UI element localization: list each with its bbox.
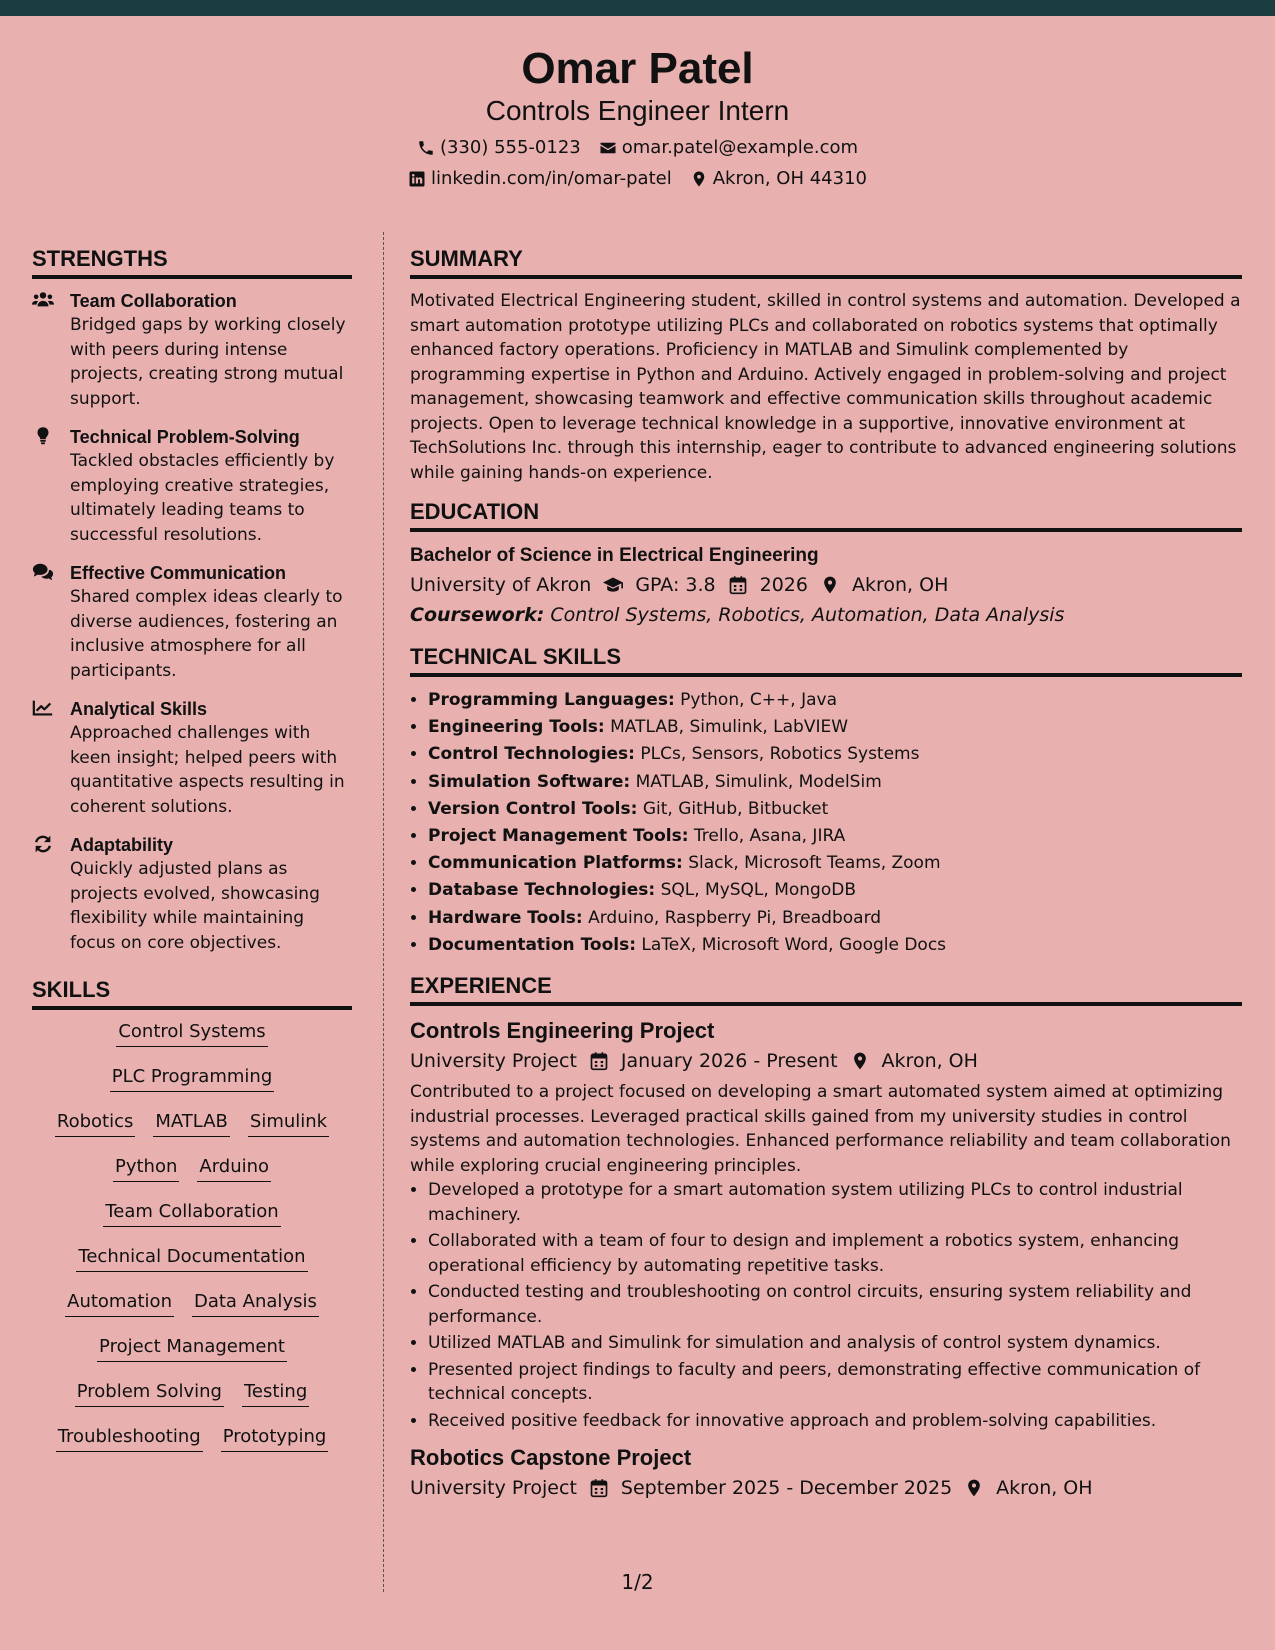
top-bar <box>0 0 1275 16</box>
strength-title: Team Collaboration <box>70 291 237 311</box>
strength-title: Effective Communication <box>70 563 287 583</box>
strength-title: Analytical Skills <box>70 699 208 719</box>
strength-desc: Tackled obstacles efficiently by employing creative strategies, ultimately leading teams to successful resolutions. <box>70 451 335 545</box>
experience-org: University Project <box>410 1050 577 1073</box>
chart-line-icon <box>32 698 56 718</box>
strength-item <box>32 697 352 819</box>
strength-desc: Bridged gaps by working closely with peers during intense projects, creating strong mutual support. <box>70 315 346 409</box>
skill-chip: Data Analysis <box>192 1290 319 1317</box>
coursework-label: Coursework: <box>410 604 545 626</box>
technical-skill-label: Hardware Tools: <box>428 907 583 928</box>
skill-chip: PLC Programming <box>110 1065 275 1092</box>
calendar-icon <box>589 1478 609 1498</box>
technical-skill-item <box>428 850 1242 877</box>
technical-skill-value: Python, C++, Java <box>680 690 837 710</box>
experience-item <box>410 1443 1242 1503</box>
skill-chip: Arduino <box>197 1155 271 1182</box>
users-icon <box>32 290 56 310</box>
skills-heading: SKILLS <box>32 977 352 1010</box>
experience-bullet: • Developed a prototype for a smart automation system utilizing PLCs to control industrial machinery. <box>428 1178 1242 1227</box>
technical-skill-label: Communication Platforms: <box>428 853 683 874</box>
strength-title: Technical Problem-Solving <box>70 427 300 447</box>
linkedin-icon <box>408 170 426 188</box>
calendar-icon <box>589 1051 609 1071</box>
email-item[interactable] <box>599 137 858 159</box>
experience-location: Akron, OH <box>881 1050 978 1073</box>
experience-org: University Project <box>410 1477 577 1500</box>
technical-skill-label: Programming Languages: <box>428 690 675 710</box>
map-marker-icon <box>820 575 840 595</box>
right-column <box>410 246 1242 1503</box>
skills-row <box>32 1020 352 1092</box>
comments-icon <box>32 562 56 582</box>
technical-skill-label: Version Control Tools: <box>428 798 638 819</box>
map-marker-icon <box>690 170 708 188</box>
skills-row <box>32 1110 352 1137</box>
skill-chip: Simulink <box>248 1110 329 1137</box>
technical-skill-item <box>428 877 1242 904</box>
skill-chip: Automation <box>65 1290 174 1317</box>
skills-row <box>32 1380 352 1407</box>
map-marker-icon <box>850 1051 870 1071</box>
skills-row <box>32 1200 352 1227</box>
education-heading: EDUCATION <box>410 499 1242 532</box>
education-school: University of Akron <box>410 574 592 596</box>
strength-desc: Approached challenges with keen insight; helped peers with quantitative aspects resulting in coherent solutions. <box>70 723 345 817</box>
technical-skills-list <box>410 687 1242 959</box>
technical-skill-value: MATLAB, Simulink, ModelSim <box>635 771 882 792</box>
strength-title: Adaptability <box>70 835 174 855</box>
experience-bullet: • Received positive feedback for innovative approach and problem-solving capabilities. <box>428 1409 1242 1434</box>
contact-row-2 <box>0 168 1275 190</box>
experience-bullet: • Utilized MATLAB and Simulink for simulation and analysis of control system dynamics. <box>428 1331 1242 1356</box>
summary-text: Motivated Electrical Engineering student, skilled in control systems and automation. Developed a smart automation prototype utilizing PLCs and collaborated on robotics systems that optimally enhanced factory operations. Proficiency in MATLAB and Simulink complemented by programming expertise in Python and Arduino. Actively engaged in problem-solving and project management, showcasing teamwork and effective communication skills throughout academic projects. Open to leverage technical knowledge in a supportive, innovative environment at TechSolutions Inc. through this internship, eager to contribute to advanced engineering solutions while gaining hands-on experience. <box>410 291 1241 483</box>
technical-skill-value: Git, GitHub, Bitbucket <box>642 798 829 819</box>
skills-row <box>32 1290 352 1317</box>
strength-desc: Shared complex ideas clearly to diverse audiences, fostering an inclusive atmosphere for all participants. <box>70 587 343 681</box>
phone-text: (330) 555-0123 <box>439 137 581 158</box>
email-text[interactable]: omar.patel@example.com <box>621 137 859 158</box>
skill-chip: Control Systems <box>116 1020 267 1047</box>
technical-skill-item <box>428 932 1242 959</box>
skill-chip: Prototyping <box>221 1425 329 1452</box>
technical-skill-label: Engineering Tools: <box>428 717 605 738</box>
skill-chip: Python <box>113 1155 179 1182</box>
education-year: 2026 <box>759 574 808 596</box>
technical-skill-label: Control Technologies: <box>428 744 635 765</box>
technical-skill-value: Arduino, Raspberry Pi, Breadboard <box>588 907 882 928</box>
column-divider <box>383 232 384 1592</box>
envelope-icon <box>599 139 617 157</box>
linkedin-text[interactable]: linkedin.com/in/omar-patel <box>430 168 672 189</box>
strength-item <box>32 289 352 411</box>
technical-skill-value: PLCs, Sensors, Robotics Systems <box>640 744 920 765</box>
technical-skill-label: Simulation Software: <box>428 771 631 792</box>
lightbulb-icon <box>32 426 56 446</box>
sync-icon <box>32 834 56 854</box>
technical-skill-value: Slack, Microsoft Teams, Zoom <box>688 853 941 874</box>
skill-chip: Project Management <box>97 1335 287 1362</box>
skills-chip-list <box>32 1020 352 1452</box>
resume-header <box>0 16 1275 204</box>
coursework-text: Control Systems, Robotics, Automation, Data Analysis <box>550 604 1065 626</box>
experience-heading: EXPERIENCE <box>410 973 1242 1006</box>
location-item <box>690 168 867 190</box>
technical-skill-label: Database Technologies: <box>428 880 656 901</box>
experience-desc: Contributed to a project focused on developing a smart automated system aimed at optimizing industrial processes. Leveraged practical skills gained from my university studies in control systems and automation technologies. Enhanced performance reliability and team collaboration while exploring crucial engineering principles. <box>410 1082 1231 1176</box>
technical-skill-item <box>428 687 1242 714</box>
technical-skill-value: LaTeX, Microsoft Word, Google Docs <box>641 934 947 955</box>
technical-skill-label: Project Management Tools: <box>428 826 689 847</box>
education-gpa: GPA: 3.8 <box>635 574 716 596</box>
experience-bullet: • Collaborated with a team of four to design and implement a robotics system, enhancing operational efficiency by automating repetitive tasks. <box>428 1229 1242 1278</box>
strength-item <box>32 561 352 683</box>
candidate-name: Omar Patel <box>521 44 754 93</box>
skill-chip: Problem Solving <box>75 1380 224 1407</box>
technical-skill-label: Documentation Tools: <box>428 934 637 955</box>
technical-skill-item <box>428 769 1242 796</box>
skill-chip: Testing <box>242 1380 309 1407</box>
experience-location: Akron, OH <box>996 1477 1093 1500</box>
education-meta <box>410 570 1242 600</box>
map-marker-icon <box>964 1478 984 1498</box>
experience-dates: September 2025 - December 2025 <box>620 1477 953 1500</box>
linkedin-item[interactable] <box>408 168 672 190</box>
technical-skill-item <box>428 714 1242 741</box>
skills-row <box>32 1425 352 1452</box>
experience-bullets <box>410 1178 1242 1433</box>
experience-bullet: • Conducted testing and troubleshooting on control circuits, ensuring system reliability and performance. <box>428 1280 1242 1329</box>
technical-skill-item <box>428 905 1242 932</box>
graduation-cap-icon <box>603 575 623 595</box>
page-number: 1/2 <box>621 1570 654 1594</box>
skill-chip: Troubleshooting <box>56 1425 203 1452</box>
strength-item <box>32 425 352 547</box>
strength-item <box>32 833 352 955</box>
education-coursework <box>410 600 1242 630</box>
experience-list <box>410 1016 1242 1503</box>
experience-meta <box>410 1473 1242 1503</box>
technical-skill-value: SQL, MySQL, MongoDB <box>660 880 856 901</box>
summary-heading: SUMMARY <box>410 246 1242 279</box>
phone-item <box>417 137 581 159</box>
skill-chip: Robotics <box>55 1110 135 1137</box>
phone-icon <box>417 139 435 157</box>
skill-chip: Team Collaboration <box>103 1200 280 1227</box>
technical-skill-value: Trello, Asana, JIRA <box>693 826 846 847</box>
technical-skills-heading: TECHNICAL SKILLS <box>410 644 1242 677</box>
skills-row <box>32 1335 352 1362</box>
technical-skill-item <box>428 741 1242 768</box>
skills-row <box>32 1155 352 1182</box>
strengths-heading: STRENGTHS <box>32 246 352 279</box>
skill-chip: Technical Documentation <box>76 1245 307 1272</box>
experience-dates: January 2026 - Present <box>620 1050 838 1073</box>
skill-chip: MATLAB <box>153 1110 230 1137</box>
calendar-icon <box>728 575 748 595</box>
technical-skill-value: MATLAB, Simulink, LabVIEW <box>610 717 849 738</box>
technical-skill-item <box>428 823 1242 850</box>
contact-row-1 <box>0 137 1275 159</box>
left-column <box>32 246 352 1452</box>
education-location: Akron, OH <box>851 574 949 596</box>
experience-meta <box>410 1046 1242 1076</box>
experience-bullet: • Presented project findings to faculty and peers, demonstrating effective communication of technical concepts. <box>428 1358 1242 1407</box>
strength-desc: Quickly adjusted plans as projects evolved, showcasing flexibility while maintaining focus on core objectives. <box>70 859 320 953</box>
experience-item <box>410 1016 1242 1433</box>
technical-skill-item <box>428 796 1242 823</box>
education-degree: Bachelor of Science in Electrical Engineering <box>410 545 819 566</box>
location-text: Akron, OH 44310 <box>712 168 867 189</box>
candidate-title: Controls Engineer Intern <box>485 95 790 126</box>
experience-title: Controls Engineering Project <box>410 1018 715 1044</box>
experience-title: Robotics Capstone Project <box>410 1445 692 1471</box>
skills-row <box>32 1245 352 1272</box>
